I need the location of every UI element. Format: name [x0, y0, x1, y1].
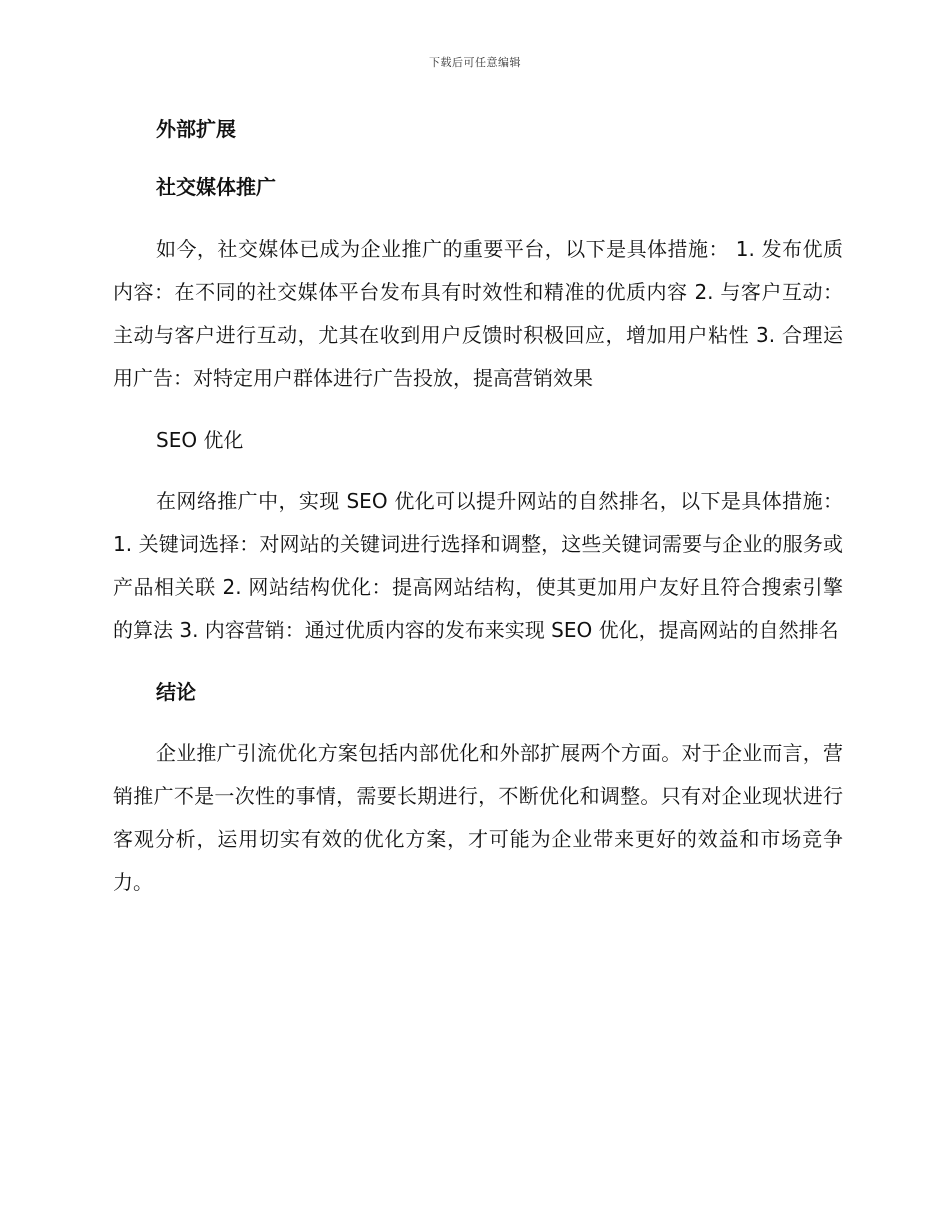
section-heading-conclusion: 结论	[156, 680, 196, 704]
paragraph-social-media: 如今，社交媒体已成为企业推广的重要平台，以下是具体措施： 1. 发布优质内容：在不同的社交媒体平台发布具有时效性和精准的优质内容 2. 与客户互动：主动与客户进行互动，尤其在收到用户反馈时积极回应，增加用户粘性 3. 合理运用广告：对特定用户群体进行广告投放，提高营销效果	[113, 237, 843, 390]
document-body	[113, 112, 843, 904]
paragraph-seo: 在网络推广中，实现 SEO 优化可以提升网站的自然排名，以下是具体措施： 1. 关键词选择：对网站的关键词进行选择和调整，这些关键词需要与企业的服务或产品相关联 2. 网站结构优化：提高网站结构，使其更加用户友好且符合搜索引擎的算法 3. 内容营销：通过优质内容的发布来实现 SEO 优化，提高网站的自然排名	[113, 489, 843, 642]
header-note: 下载后可任意编辑	[429, 56, 521, 69]
paragraph-conclusion: 企业推广引流优化方案包括内部优化和外部扩展两个方面。对于企业而言，营销推广不是一次性的事情，需要长期进行，不断优化和调整。只有对企业现状进行客观分析，运用切实有效的优化方案，才可能为企业带来更好的效益和市场竞争力。	[113, 741, 843, 894]
section-heading-social-media: 社交媒体推广	[156, 175, 276, 199]
section-heading-seo: SEO 优化	[156, 428, 244, 452]
section-heading-external-expansion: 外部扩展	[156, 117, 236, 141]
